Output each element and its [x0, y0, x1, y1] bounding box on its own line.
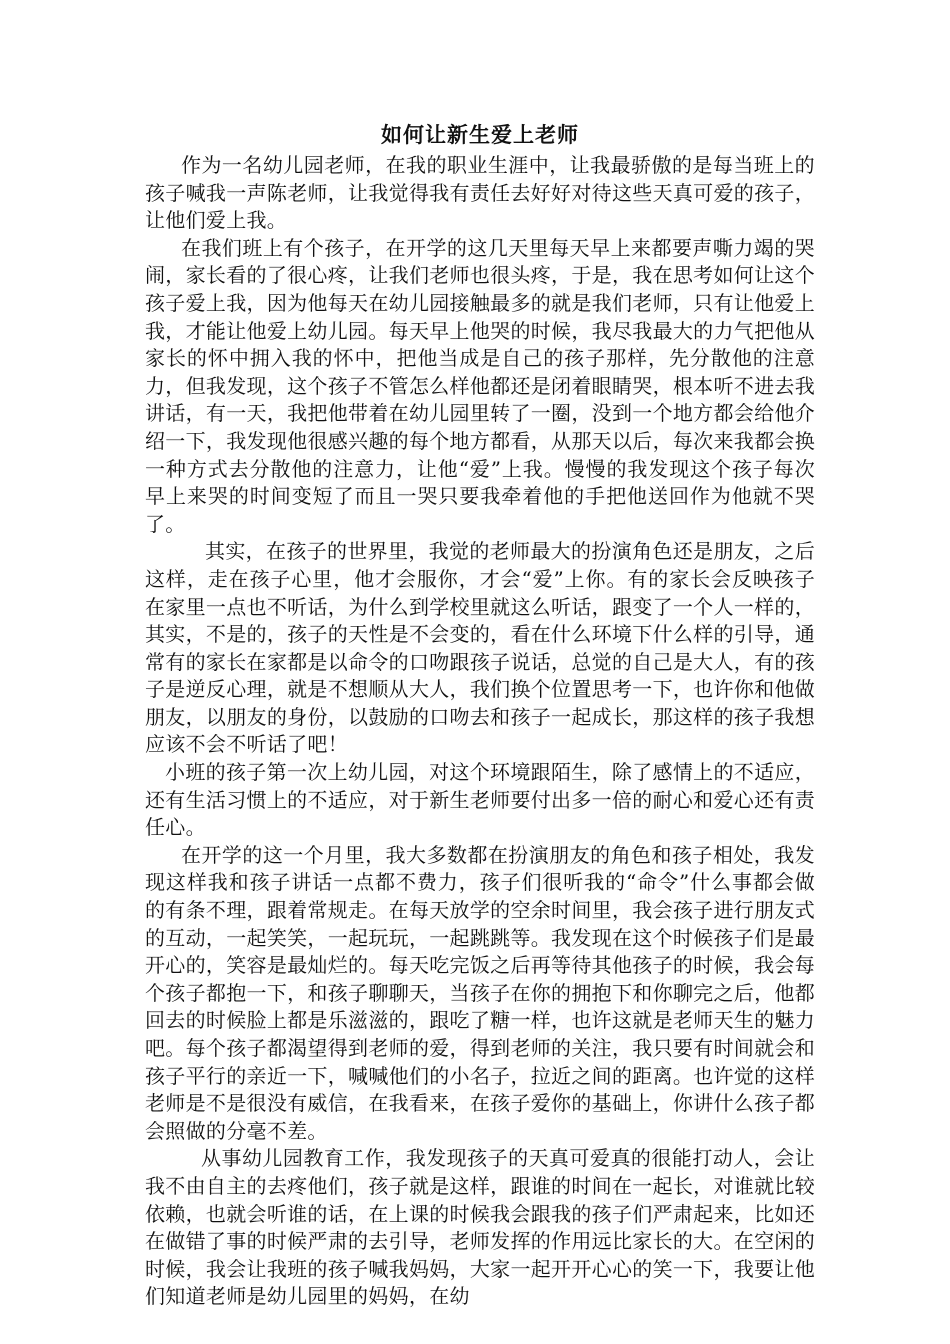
paragraph-6: 从事幼儿园教育工作，我发现孩子的天真可爱真的很能打动人，会让我不由自主的去疼他们，孩子就是这样，跟谁的时间在一起长，对谁就比较依赖，也就会听谁的话，在上课的时候我会跟我的孩子们严肃起来，比如还在做错了事的时候严肃的去引导，老师发挥的作用远比家长的大。在空闲的时候，我会让我班的孩子喊我妈妈，大家一起开开心心的笑一下，我要让他们知道老师是幼儿园里的妈妈，在幼 [145, 1146, 815, 1309]
paragraph-5: 在开学的这一个月里，我大多数都在扮演朋友的角色和孩子相处，我发现这样我和孩子讲话一点都不费力，孩子们很听我的“命令”什么事都会做的有条不理，跟着常规走。在每天放学的空余时间里，我会孩子进行朋友式的互动，一起笑笑，一起玩玩，一起跳跳等。我发现在这个时候孩子们是最开心的，笑容是最灿烂的。每天吃完饭之后再等待其他孩子的时候，我会每个孩子都抱一下，和孩子聊聊天，当孩子在你的拥抱下和你聊完之后，他都回去的时候脸上都是乐滋滋的，跟吃了糖一样，也许这就是老师天生的魅力吧。每个孩子都渴望得到老师的爱，得到老师的关注，我只要有时间就会和孩子平行的亲近一下，喊喊他们的小名子，拉近之间的距离。也许觉的这样老师是不是很没有威信，在我看来，在孩子爱你的基础上，你讲什么孩子都会照做的分毫不差。 [145, 842, 815, 1143]
document-title: 如何让新生爱上老师 [381, 122, 579, 147]
paragraph-3: 其实，在孩子的世界里，我觉的老师最大的扮演角色还是朋友，之后这样，走在孩子心里，他才会服你，才会“爱”上你。有的家长会反映孩子在家里一点也不听话，为什么到学校里就这么听话，跟变了一个人一样的，其实，不是的，孩子的天性是不会变的，看在什么环境下什么样的引导，通常有的家长在家都是以命令的口吻跟孩子说话，总觉的自己是大人，有的孩子是逆反心理，就是不想顺从大人，我们换个位置思考一下，也许你和他做朋友，以朋友的身份，以鼓励的口吻去和孩子一起成长，那这样的孩子我想应该不会不听话了吧！ [145, 539, 815, 757]
paragraph-1: 作为一名幼儿园老师，在我的职业生涯中，让我最骄傲的是每当班上的孩子喊我一声陈老师，让我觉得我有责任去好好对待这些天真可爱的孩子，让他们爱上我。 [145, 153, 815, 233]
paragraph-4: 小班的孩子第一次上幼儿园，对这个环境跟陌生，除了感情上的不适应，还有生活习惯上的不适应，对于新生老师要付出多一倍的耐心和爱心还有责任心。 [145, 760, 815, 840]
paragraph-2: 在我们班上有个孩子，在开学的这几天里每天早上来都要声嘶力竭的哭闹，家长看的了很心疼，让我们老师也很头疼，于是，我在思考如何让这个孩子爱上我，因为他每天在幼儿园接触最多的就是我们老师，只有让他爱上我，才能让他爱上幼儿园。每天早上他哭的时候，我尽我最大的力气把他从家长的怀中拥入我的怀中，把他当成是自己的孩子那样，先分散他的注意力，但我发现，这个孩子不管怎么样他都还是闭着眼睛哭，根本听不进去我讲话，有一天，我把他带着在幼儿园里转了一圈，没到一个地方都会给他介绍一下，我发现他很感兴趣的每个地方都看，从那天以后，每次来我都会换一种方式去分散他的注意力，让他“爱”上我。慢慢的我发现这个孩子每次早上来哭的时间变短了而且一哭只要我牵着他的手把他送回作为他就不哭了。 [145, 235, 815, 536]
document-body [145, 120, 815, 1311]
